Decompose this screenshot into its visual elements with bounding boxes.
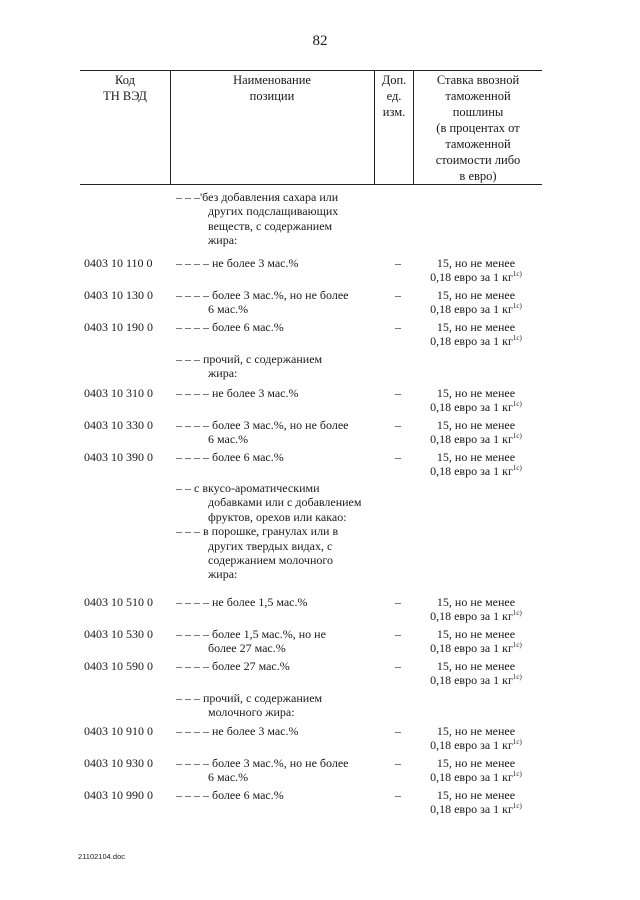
row-rate: 15, но не менее 0,18 евро за 1 $кг^{1с)}$ (430, 756, 522, 785)
row-rate: 15, но не менее 0,18 евро за 1 $кг^{1с)}$ (430, 724, 522, 753)
tariff-code: 0403 10 310 0 (84, 386, 153, 400)
row-rate: 15, но не менее 0,18 евро за 1 $кг^{1с)}$ (430, 627, 522, 656)
row-unit: – (395, 288, 401, 302)
row-unit: – (395, 450, 401, 464)
header-name: Наименование позиции (233, 73, 311, 103)
tariff-code: 0403 10 110 0 (84, 256, 153, 270)
row-description: – – – – не более 3 мас.% (176, 386, 299, 400)
row-rate: 15, но не менее 0,18 евро за 1 $кг^{1с)}$ (430, 595, 522, 624)
row-description: – – – – более 3 мас.%, но не более 6 мас.% (176, 756, 349, 785)
tariff-code: 0403 10 590 0 (84, 659, 153, 673)
row-unit: – (395, 386, 401, 400)
row-unit: – (395, 595, 401, 609)
row-rate: 15, но не менее 0,18 евро за 1 $кг^{1с)}$ (430, 386, 522, 415)
tariff-code: 0403 10 990 0 (84, 788, 153, 802)
tariff-code: 0403 10 930 0 (84, 756, 153, 770)
row-description: – – – – не более 3 мас.% (176, 256, 299, 270)
row-unit: – (395, 659, 401, 673)
tariff-code: 0403 10 530 0 (84, 627, 153, 641)
group-heading: – – –'без добавления сахара или других подслащивающих веществ, с содержанием жира: (176, 190, 339, 248)
row-rate: 15, но не менее 0,18 евро за 1 $кг^{1с)}$ (430, 288, 522, 317)
tariff-code: 0403 10 510 0 (84, 595, 153, 609)
table-header-rule (80, 184, 542, 185)
row-description: – – – – более 6 мас.% (176, 788, 284, 802)
row-unit: – (395, 320, 401, 334)
tariff-code: 0403 10 330 0 (84, 418, 153, 432)
row-description: – – – – более 6 мас.% (176, 450, 284, 464)
tariff-code: 0403 10 390 0 (84, 450, 153, 464)
row-unit: – (395, 724, 401, 738)
group-heading: – – с вкусо-ароматическими добавками или с добавлением фруктов, орехов или какао: – – – в порошке, гранулах или в других твердых видах, с содержанием молочного жира: (176, 481, 362, 582)
row-rate: 15, но не менее 0,18 евро за 1 $кг^{1с)}$ (430, 788, 522, 817)
header-code: Код ТН ВЭД (103, 73, 147, 103)
row-unit: – (395, 627, 401, 641)
group-heading: – – – прочий, с содержанием жира: (176, 352, 323, 381)
row-rate: 15, но не менее 0,18 евро за 1 $кг^{1с)}$ (430, 450, 522, 479)
column-divider (170, 70, 171, 184)
header-unit: Доп. ед. изм. (381, 73, 407, 119)
table-top-rule (80, 70, 542, 71)
row-rate: 15, но не менее 0,18 евро за 1 $кг^{1с)}$ (430, 659, 522, 688)
row-rate: 15, но не менее 0,18 евро за 1 $кг^{1с)}$ (430, 256, 522, 285)
tariff-code: 0403 10 910 0 (84, 724, 153, 738)
row-rate: 15, но не менее 0,18 евро за 1 $кг^{1с)}$ (430, 418, 522, 447)
tariff-code: 0403 10 130 0 (84, 288, 153, 302)
row-unit: – (395, 788, 401, 802)
row-unit: – (395, 756, 401, 770)
row-description: – – – – более 3 мас.%, но не более 6 мас.% (176, 418, 349, 447)
tariff-code: 0403 10 190 0 (84, 320, 153, 334)
document-filename: 21102104.doc (78, 852, 125, 861)
row-description: – – – – более 3 мас.%, но не более 6 мас.% (176, 288, 349, 317)
row-description: – – – – более 1,5 мас.%, но не более 27 мас.% (176, 627, 326, 656)
row-description: – – – – не более 3 мас.% (176, 724, 299, 738)
row-unit: – (395, 256, 401, 270)
group-heading: – – – прочий, с содержанием молочного жира: (176, 691, 323, 720)
row-description: – – – – более 6 мас.% (176, 320, 284, 334)
row-description: – – – – не более 1,5 мас.% (176, 595, 308, 609)
row-description: – – – – более 27 мас.% (176, 659, 290, 673)
page-number: 82 (312, 33, 328, 49)
row-rate: 15, но не менее 0,18 евро за 1 $кг^{1с)}$ (430, 320, 522, 349)
row-unit: – (395, 418, 401, 432)
header-rate: Ставка ввозной таможенной пошлины (в процентах от таможенной стоимости либо в евро) (435, 73, 521, 183)
